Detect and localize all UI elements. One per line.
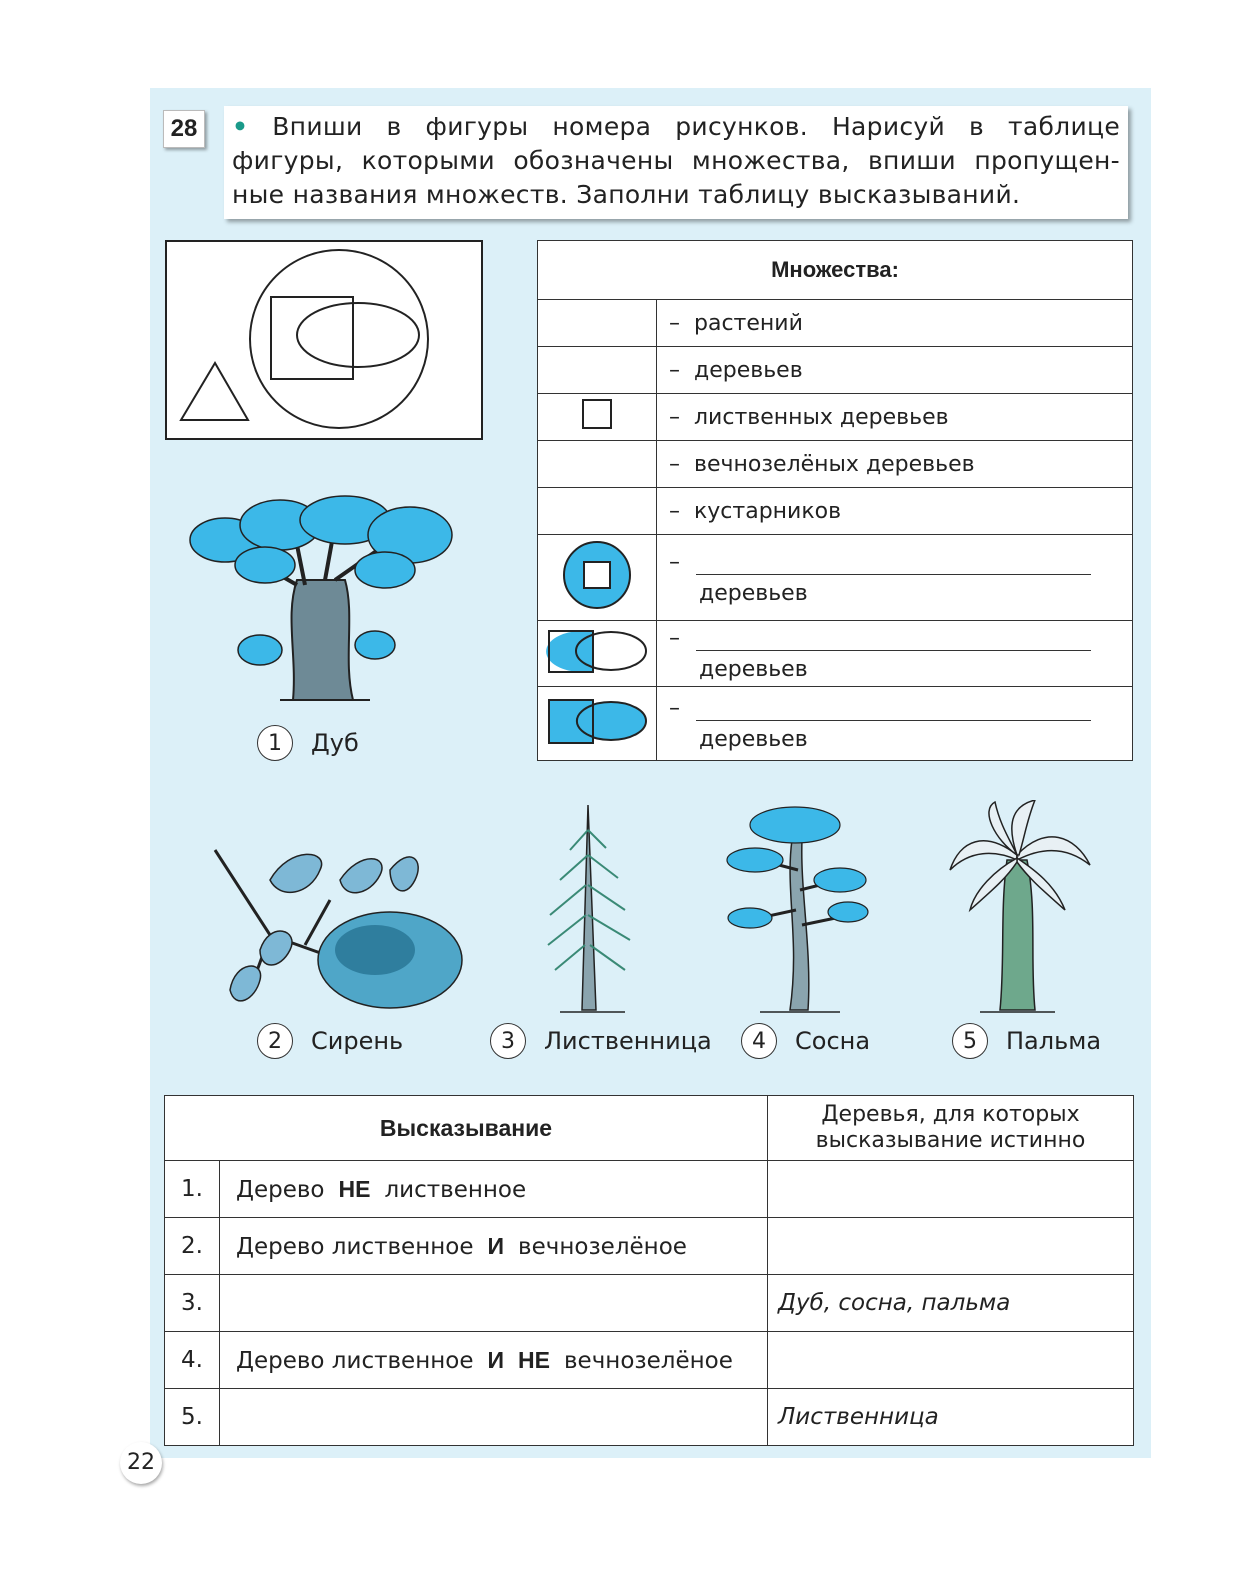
row-number: 2. — [165, 1218, 220, 1275]
keyword: НЕ — [518, 1346, 550, 1373]
set-name: деревьев — [699, 726, 808, 752]
statement-cell — [220, 1218, 768, 1275]
statements-table — [164, 1095, 1134, 1446]
picture-caption-3 — [490, 1023, 712, 1059]
picture-number: 4 — [741, 1023, 777, 1059]
statement-text: лиственное — [384, 1176, 527, 1203]
symbol-cell[interactable] — [538, 300, 657, 347]
task-line-1 — [232, 110, 1120, 144]
ellipse-shape[interactable] — [297, 303, 419, 367]
statement-cell[interactable] — [220, 1275, 768, 1332]
larch-tree-image — [530, 800, 650, 1020]
symbol-cell — [538, 621, 657, 687]
statement-cell — [220, 1332, 768, 1389]
picture-name: Лиственница — [544, 1027, 712, 1055]
symbol-cell[interactable] — [538, 347, 657, 394]
task-instructions — [224, 106, 1128, 219]
blank-line[interactable] — [696, 556, 1091, 575]
trees-header-line-1: Деревья, для которых — [821, 1102, 1080, 1127]
set-row — [538, 300, 1133, 347]
picture-caption-5 — [952, 1023, 1101, 1059]
answer-cell[interactable] — [768, 1218, 1134, 1275]
keyword: И — [487, 1232, 505, 1259]
venn-diagram-svg — [167, 242, 481, 438]
set-name: вечнозелёных деревьев — [694, 451, 975, 477]
answer-cell[interactable] — [768, 1161, 1134, 1218]
dash: – — [669, 549, 680, 575]
triangle-shape[interactable] — [181, 363, 248, 420]
set-row — [538, 535, 1133, 621]
trees-header — [768, 1096, 1134, 1161]
page-number: 22 — [120, 1442, 162, 1484]
symbol-cell — [538, 535, 657, 621]
dash: – — [669, 695, 680, 721]
set-name: деревьев — [699, 656, 808, 682]
statement-cell — [220, 1161, 768, 1218]
set-name: кустарников — [694, 498, 842, 524]
table-row — [165, 1332, 1134, 1389]
picture-name: Дуб — [311, 729, 359, 757]
picture-number: 1 — [257, 725, 293, 761]
statement-header: Высказывание — [165, 1096, 768, 1161]
dash: – — [669, 498, 680, 524]
oak-tree-image — [185, 495, 470, 720]
table-row — [165, 1161, 1134, 1218]
set-row — [538, 347, 1133, 394]
venn-diagram — [165, 240, 483, 440]
symbol-cell — [538, 394, 657, 441]
blank-line[interactable] — [696, 632, 1091, 651]
dash: – — [669, 310, 680, 336]
keyword: НЕ — [338, 1175, 371, 1202]
picture-number: 5 — [952, 1023, 988, 1059]
statement-text: Дерево лиственное — [236, 1233, 474, 1260]
picture-name: Пальма — [1006, 1027, 1102, 1055]
set-row — [538, 441, 1133, 488]
statement-text: вечнозелёное — [518, 1233, 687, 1260]
set-row — [538, 488, 1133, 535]
task-text-1: Впиши в фигуры номера рисунков. Нарисуй в таблице — [272, 112, 1121, 141]
dash: – — [669, 625, 680, 651]
set-row — [538, 621, 1133, 687]
task-number: 28 — [163, 110, 205, 148]
set-name: растений — [694, 310, 803, 336]
answer-cell: Дуб, сосна, пальма — [768, 1275, 1134, 1332]
picture-number: 3 — [490, 1023, 526, 1059]
set-name: деревьев — [699, 580, 808, 606]
row-number: 4. — [165, 1332, 220, 1389]
square-ellipse-union-filled-icon — [545, 696, 649, 746]
statement-text: вечнозелёное — [564, 1347, 733, 1374]
pine-tree-image — [720, 800, 870, 1020]
bullet-icon: • — [232, 112, 249, 141]
row-number: 3. — [165, 1275, 220, 1332]
picture-caption-4 — [741, 1023, 870, 1059]
trees-header-line-2: высказывание истинно — [815, 1128, 1086, 1153]
keyword: И — [487, 1346, 505, 1373]
square-ellipse-intersection-icon — [545, 626, 649, 676]
task-line-3: ные названия множеств. Заполни таблицу высказываний. — [232, 180, 1021, 209]
set-row — [538, 394, 1133, 441]
circle-square-filled-icon — [560, 538, 634, 612]
picture-name: Сосна — [795, 1027, 871, 1055]
dash: – — [669, 451, 680, 477]
set-name: лиственных деревьев — [694, 404, 949, 430]
lilac-bush-image — [210, 840, 470, 1015]
symbol-cell[interactable] — [538, 488, 657, 535]
table-row — [165, 1389, 1134, 1446]
picture-name: Сирень — [311, 1027, 404, 1055]
sets-table — [537, 240, 1133, 761]
palm-tree-image — [945, 800, 1095, 1020]
blank-line[interactable] — [696, 702, 1091, 721]
picture-caption-1 — [257, 725, 359, 761]
dash: – — [669, 357, 680, 383]
square-icon — [581, 398, 613, 430]
row-number: 1. — [165, 1161, 220, 1218]
table-row — [165, 1275, 1134, 1332]
set-name: деревьев — [694, 357, 803, 383]
dash: – — [669, 404, 680, 430]
set-row — [538, 687, 1133, 761]
statement-cell[interactable] — [220, 1389, 768, 1446]
task-line-2: фигуры, которыми обозначены множества, впиши пропущен- — [232, 146, 1120, 175]
sets-header: Множества: — [538, 241, 1133, 300]
statement-text: Дерево — [236, 1176, 325, 1203]
big-circle-shape[interactable] — [250, 250, 428, 428]
picture-number: 2 — [257, 1023, 293, 1059]
answer-cell[interactable] — [768, 1332, 1134, 1389]
answer-cell: Лиственница — [768, 1389, 1134, 1446]
statement-text: Дерево лиственное — [236, 1347, 474, 1374]
row-number: 5. — [165, 1389, 220, 1446]
table-row — [165, 1218, 1134, 1275]
symbol-cell[interactable] — [538, 441, 657, 488]
picture-caption-2 — [257, 1023, 403, 1059]
symbol-cell — [538, 687, 657, 761]
